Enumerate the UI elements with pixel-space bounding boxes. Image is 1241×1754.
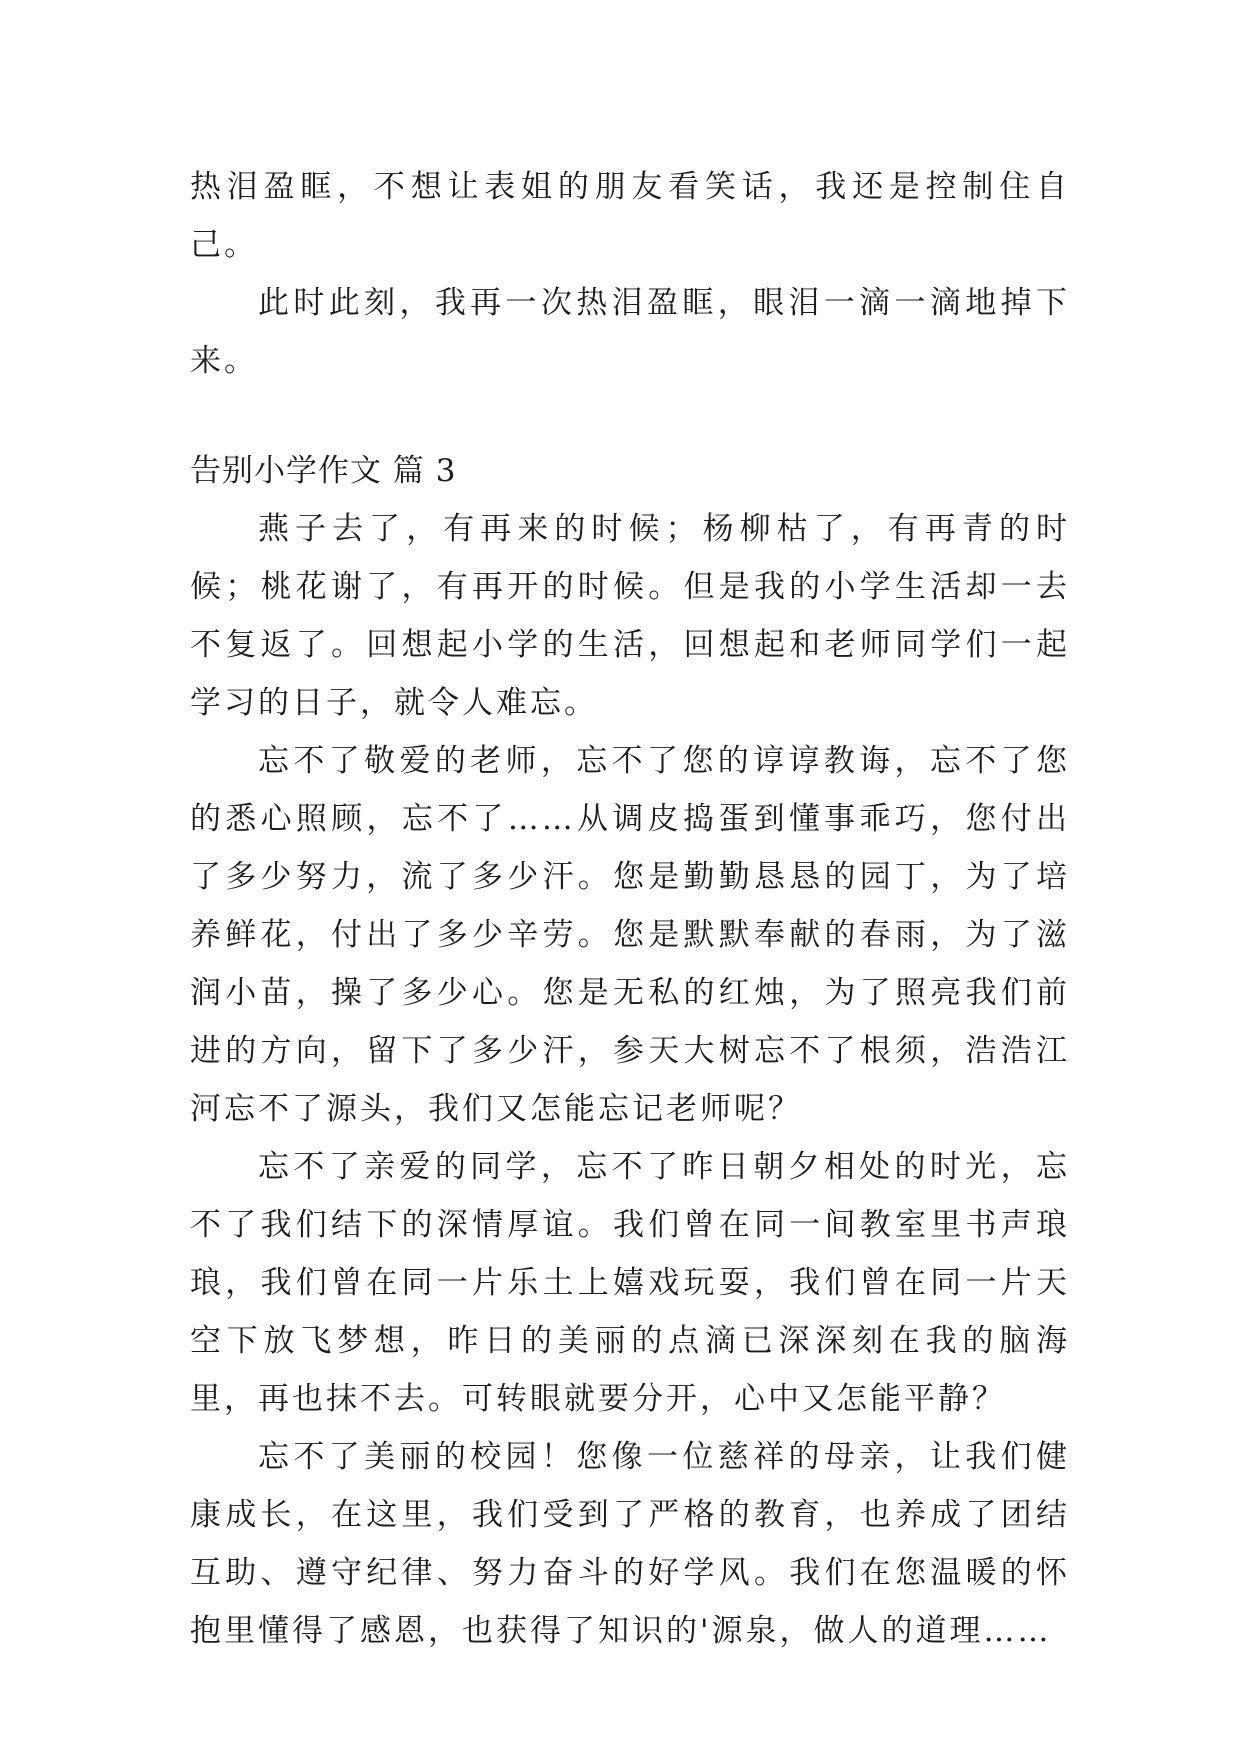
section-title: 告别小学作文 篇 3 bbox=[190, 453, 457, 489]
intro-paragraph-2: 此时此刻，我再一次热泪盈眶，眼泪一滴一滴地掉下来。 bbox=[190, 285, 1070, 379]
document-body bbox=[190, 158, 1070, 1660]
body-paragraph-2: 忘不了敬爱的老师，忘不了您的谆谆教诲，忘不了您的悉心照顾，忘不了……从调皮捣蛋到懂事乖巧，您付出了多少努力，流了多少汗。您是勤勤恳恳的园丁，为了培养鲜花，付出了多少辛劳。您是默默奉献的春雨，为了滋润小苗，操了多少心。您是无私的红烛，为了照亮我们前进的方向，留下了多少汗，参天大树忘不了根须，浩浩江河忘不了源头，我们又怎能忘记老师呢？ bbox=[190, 743, 1070, 1127]
body-paragraph-4: 忘不了美丽的校园！您像一位慈祥的母亲，让我们健康成长，在这里，我们受到了严格的教育，也养成了团结互助、遵守纪律、努力奋斗的好学风。我们在您温暖的怀抱里懂得了感恩，也获得了知识的'源泉，做人的道理…… bbox=[190, 1439, 1070, 1649]
body-paragraph-3: 忘不了亲爱的同学，忘不了昨日朝夕相处的时光，忘不了我们结下的深情厚谊。我们曾在同一间教室里书声琅琅，我们曾在同一片乐土上嬉戏玩耍，我们曾在同一片天空下放飞梦想，昨日的美丽的点滴已深深刻在我的脑海里，再也抹不去。可转眼就要分开，心中又怎能平静？ bbox=[190, 1149, 1070, 1417]
intro-paragraph-1: 热泪盈眶，不想让表姐的朋友看笑话，我还是控制住自己。 bbox=[190, 169, 1070, 263]
body-paragraph-1: 燕子去了，有再来的时候；杨柳枯了，有再青的时候；桃花谢了，有再开的时候。但是我的小学生活却一去不复返了。回想起小学的生活，回想起和老师同学们一起学习的日子，就令人难忘。 bbox=[190, 511, 1070, 721]
